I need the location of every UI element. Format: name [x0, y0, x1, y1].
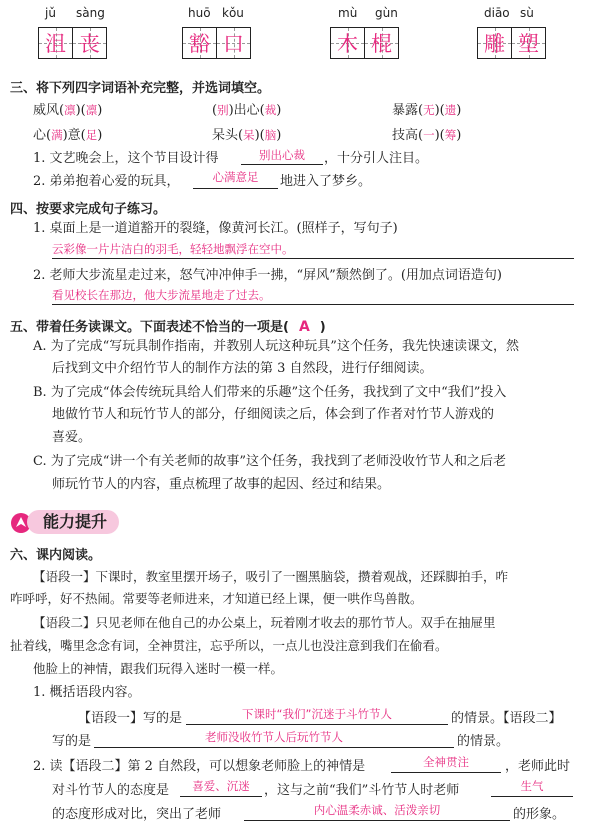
- q3-sentence-2: 2. 弟弟抱着心爱的玩具，: [33, 174, 180, 189]
- pinyin-2a: huō: [188, 6, 211, 20]
- idiom-1: 威风(凛)(凛): [33, 103, 103, 118]
- answer: 老师没收竹节人后玩竹节人: [205, 730, 343, 744]
- answer: 别出心裁: [259, 148, 305, 162]
- passage-1-line2: 咋呼呼，好不热闹。常要等老师进来，才知道已经上课，便一哄作鸟兽散。: [10, 591, 423, 606]
- passage-2-line1: 【语段二】只见老师在他自己的办公桌上，玩着刚才收去的那竹节人。双手在抽屉里: [33, 615, 496, 630]
- pinyin-4a: diāo: [484, 6, 510, 20]
- q3-title: 三、将下列四字词语补充完整，并选词填空。: [10, 81, 271, 96]
- char-grid-1: [38, 27, 107, 59]
- passage-1-line1: 【语段一】下课时，教室里摆开场子，吸引了一圈黑脑袋，攒着观战，还踩脚拍手，咋: [33, 569, 509, 584]
- section-title: 能力提升: [27, 510, 119, 534]
- option-c-line1: C. 为了完成“讲一个有关老师的故事”这个任务，我找到了老师没收竹节人和之后老: [33, 454, 507, 469]
- char: 雕: [484, 32, 505, 56]
- idiom-2: (别)出心(裁): [212, 103, 282, 118]
- char: 豁: [189, 32, 210, 56]
- char: 沮: [45, 32, 66, 56]
- answer: 下课时“我们”沉迷于斗竹节人: [242, 707, 392, 721]
- q6-title: 六、课内阅读。: [10, 548, 102, 563]
- option-b-line3: 喜爱。: [52, 430, 92, 445]
- answer-line: [52, 290, 574, 305]
- passage-2-line3: 他脸上的神情，跟我们玩得入迷时一模一样。: [33, 661, 284, 676]
- pinyin-4b: sù: [520, 6, 534, 20]
- passage-2-line2: 扯着线，嘴里念念有词，全神贯注，忘乎所以，一点儿也没注意到我们在偷看。: [10, 638, 448, 653]
- pinyin-1b: sàng: [76, 6, 105, 20]
- q3-sentence-1-end: ，十分引人注目。: [324, 151, 429, 166]
- q4-answer-2: 看见校长在那边，他大步流星地走了过去。: [52, 288, 271, 302]
- q5-answer: A: [298, 319, 310, 335]
- q3-sentence-2-end: 地进入了梦乡。: [280, 174, 372, 189]
- pinyin-1a: jǔ: [45, 6, 56, 20]
- q6-q2-line3-end: 的形象。: [513, 807, 566, 822]
- q6-q2-line1-end: ，老师此时: [505, 759, 571, 774]
- char-grid-2: [182, 27, 251, 59]
- pinyin-2b: kǒu: [222, 6, 244, 20]
- q4-item-2: 2. 老师大步流星走过来，怒气冲冲伸手一拂，“屏风”颓然倒了。(用加点词语造句): [33, 268, 502, 283]
- answer-line: [52, 244, 574, 259]
- q6-q1-line2-end: 的情景。: [457, 734, 510, 749]
- q3-sentence-1: 1. 文艺晚会上，这个节目设计得: [33, 151, 219, 166]
- answer: 全神贯注: [423, 755, 469, 769]
- idiom-4: 心(满)意(足): [33, 128, 103, 143]
- q4-answer-1: 云彩像一片片洁白的羽毛，轻轻地飘浮在空中。: [52, 242, 294, 256]
- idiom-3: 暴露(无)(遗): [392, 103, 462, 118]
- idiom-5: 呆头(呆)(脑): [212, 128, 282, 143]
- q6-q2-line2-mid: ，这与之前“我们”斗竹节人时老师: [264, 783, 460, 798]
- q6-q1-line1: 【语段一】写的是: [78, 711, 183, 726]
- q6-q2-line2: 对斗竹节人的态度是: [52, 783, 170, 798]
- answer: 喜爱、沉迷: [192, 779, 250, 793]
- option-b-line2: 地做竹节人和玩竹节人的部分，仔细阅读之后，体会到了作者对竹节人游戏的: [52, 407, 495, 422]
- q6-q2-line1: 2. 读【语段二】第 2 自然段，可以想象老师脸上的神情是: [33, 759, 366, 774]
- idiom-6: 技高(一)(筹): [392, 128, 462, 143]
- char-grid-3: [330, 27, 399, 59]
- option-c-line2: 师玩竹节人的内容，重点梳理了故事的起因、经过和结果。: [52, 477, 391, 492]
- option-a-line2: 后找到文中介绍竹节人的制作方法的第 3 自然段，进行仔细阅读。: [52, 361, 433, 376]
- q5-title: 五、带着任务读课文。下面表述不恰当的一项是( A ): [10, 319, 326, 335]
- char: 塑: [518, 32, 539, 56]
- q6-q2-line3: 的态度形成对比，突出了老师: [52, 807, 222, 822]
- q6-q1-line1-end: 的情景。【语段二】: [451, 711, 562, 726]
- char: 木: [337, 32, 358, 56]
- q4-item-1: 1. 桌面上是一道道豁开的裂缝，像黄河长江。(照样子，写句子): [33, 221, 398, 236]
- char-grid-4: [477, 27, 546, 59]
- char: 口: [223, 32, 244, 56]
- answer: 内心温柔赤诚、活泼亲切: [313, 803, 441, 817]
- option-a-line1: A. 为了完成“写玩具制作指南，并教别人玩这种玩具”这个任务，我先快速读课文，然: [33, 339, 519, 354]
- q6-q1-line2: 写的是: [52, 734, 92, 749]
- answer: 生气: [520, 779, 544, 793]
- pinyin-3a: mù: [338, 6, 358, 20]
- option-b-line1: B. 为了完成“体会传统玩具给人们带来的乐趣”这个任务，我找到了文中“我们”投入: [33, 385, 507, 400]
- char: 丧: [79, 32, 100, 56]
- q4-title: 四、按要求完成句子练习。: [10, 202, 167, 217]
- answer: 心满意足: [212, 170, 259, 184]
- char: 棍: [371, 32, 392, 56]
- q6-question-1: 1. 概括语段内容。: [33, 685, 141, 700]
- pinyin-3b: gùn: [375, 6, 398, 20]
